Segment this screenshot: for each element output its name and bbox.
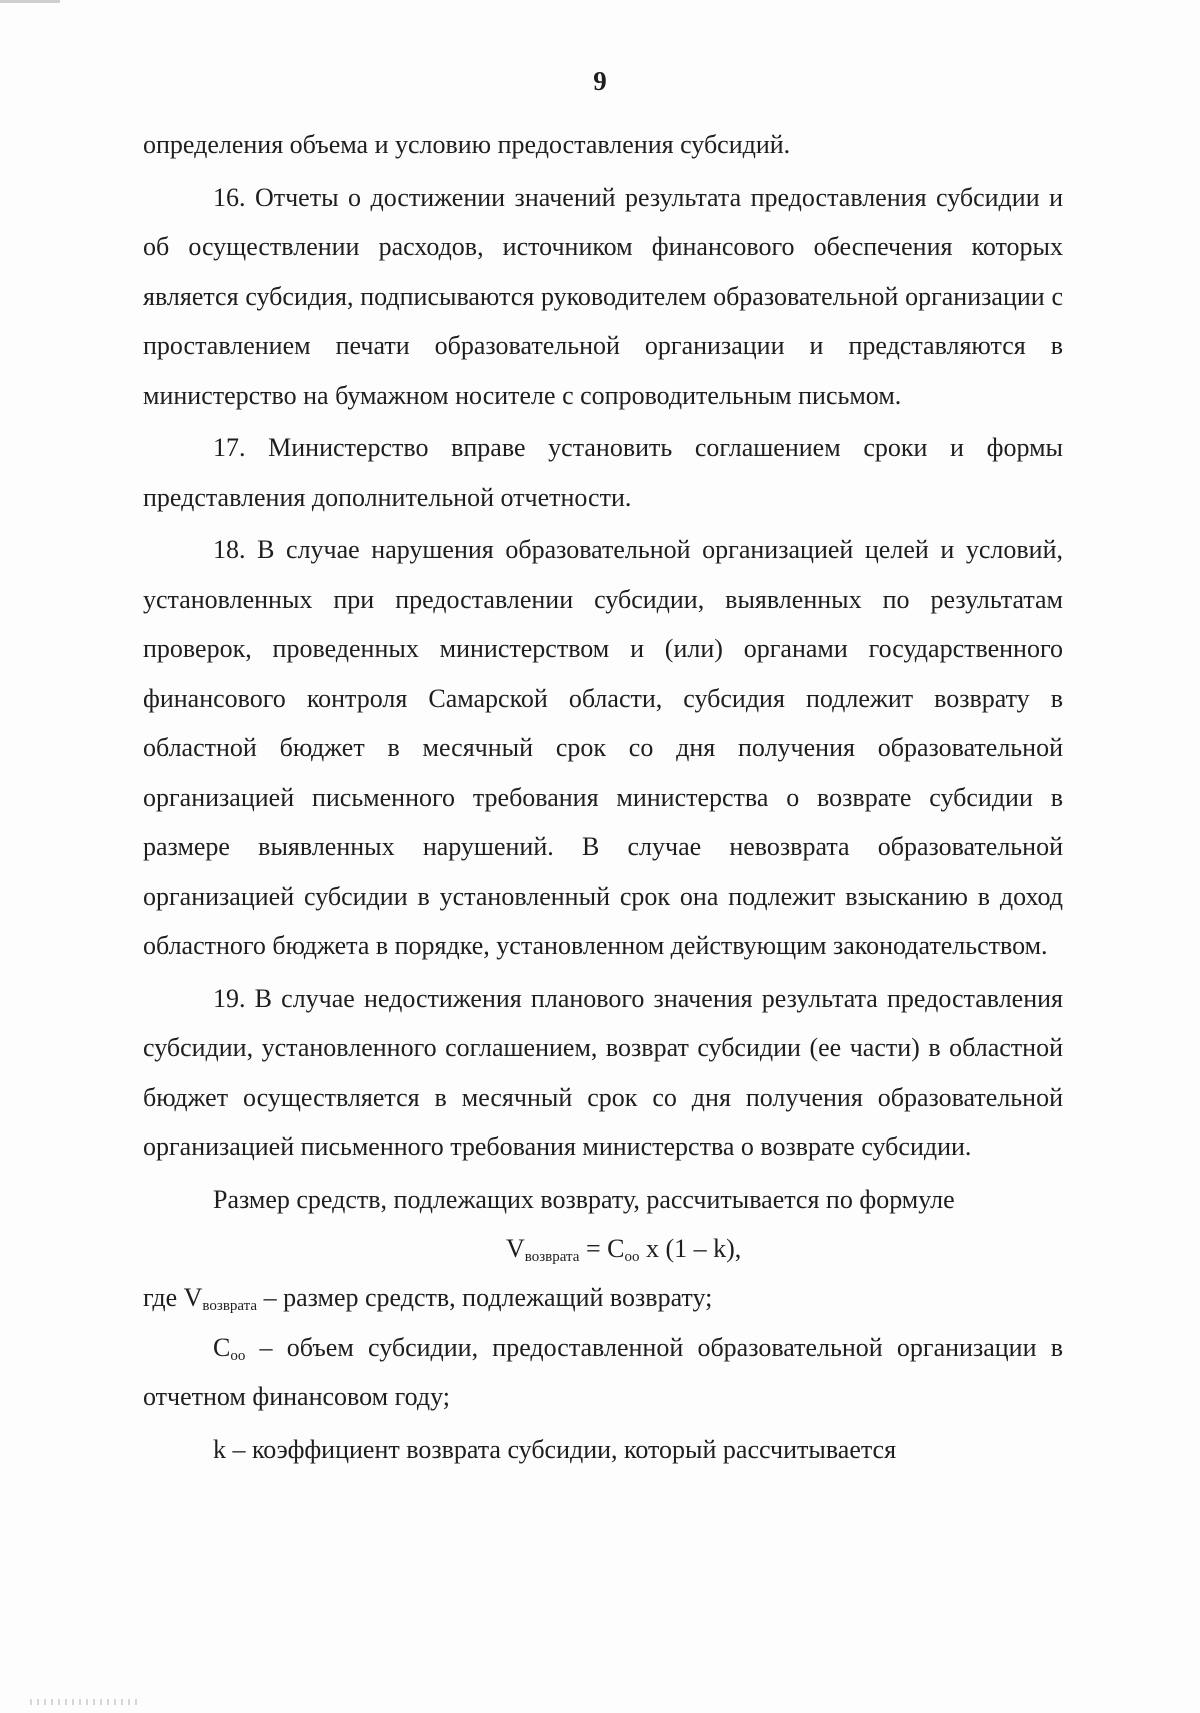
scan-noise-artifact: [30, 1699, 140, 1705]
definition-c: [143, 1323, 1063, 1422]
definition-c-symbol: C: [213, 1332, 231, 1362]
definition-v-text: – размер средств, подлежащий возврату;: [257, 1283, 713, 1312]
definition-c-subscript: оо: [230, 1347, 246, 1364]
formula-tail: x (1 – k),: [639, 1234, 742, 1263]
definition-v: [143, 1273, 1063, 1323]
paragraph-18: 18. В случае нарушения образовательной организацией целей и условий, установленных при предоставлении субсидии, выявленных по результатам проверок, проведенных министерством и (или) органами государственного финансового контроля Самарской области, субсидия подлежит возврату в областной бюджет в месячный срок со дня получения образовательной организацией письменного требования министерства о возврате субсидии в размере выявленных нарушений. В случае невозврата образовательной организацией субсидии в установленный срок она подлежит взысканию в доход областного бюджета в порядке, установленном действующим законодательством.: [143, 535, 1063, 960]
paragraph-19: 19. В случае недостижения планового значения результата предоставления субсидии, установленного соглашением, возврат субсидии (ее части) в областной бюджет осуществляется в месячный срок со дня получения образовательной организацией письменного требования министерства о возврате субсидии.: [143, 983, 1063, 1161]
definition-v-prefix: где V: [143, 1283, 203, 1312]
definition-c-text: – объем субсидии, предоставленной образовательной организации в отчетном финансовом году;: [143, 1332, 1063, 1411]
page-number: 9: [593, 66, 607, 96]
paragraph-formula-intro: Размер средств, подлежащих возврату, рассчитывается по формуле: [213, 1184, 955, 1214]
formula-c-symbol: C: [607, 1234, 625, 1263]
paragraph-16: 16. Отчеты о достижении значений результата предоставления субсидии и об осуществлении расходов, источником финансового обеспечения которых является субсидия, подписываются руководителем образовательной организации с проставлением печати образовательной организации и представляются в министерство на бумажном носителе с сопроводительным письмом.: [143, 182, 1063, 410]
paragraph-continuation: определения объема и условию предоставления субсидий.: [143, 130, 791, 159]
paragraph-17: 17. Министерство вправе установить соглашением сроки и формы представления дополнительной отчетности.: [143, 433, 1063, 512]
definition-k: k – коэффициент возврата субсидии, который рассчитывается: [213, 1434, 897, 1464]
return-formula: [143, 1224, 1063, 1273]
formula-v-symbol: V: [506, 1234, 525, 1263]
formula-v-subscript: возврата: [524, 1249, 580, 1265]
formula-equals: =: [579, 1234, 608, 1263]
formula-c-subscript: оо: [624, 1249, 640, 1265]
scan-edge-artifact: [0, 0, 60, 3]
document-body: [143, 120, 1063, 1474]
definition-v-subscript: возврата: [202, 1298, 258, 1314]
